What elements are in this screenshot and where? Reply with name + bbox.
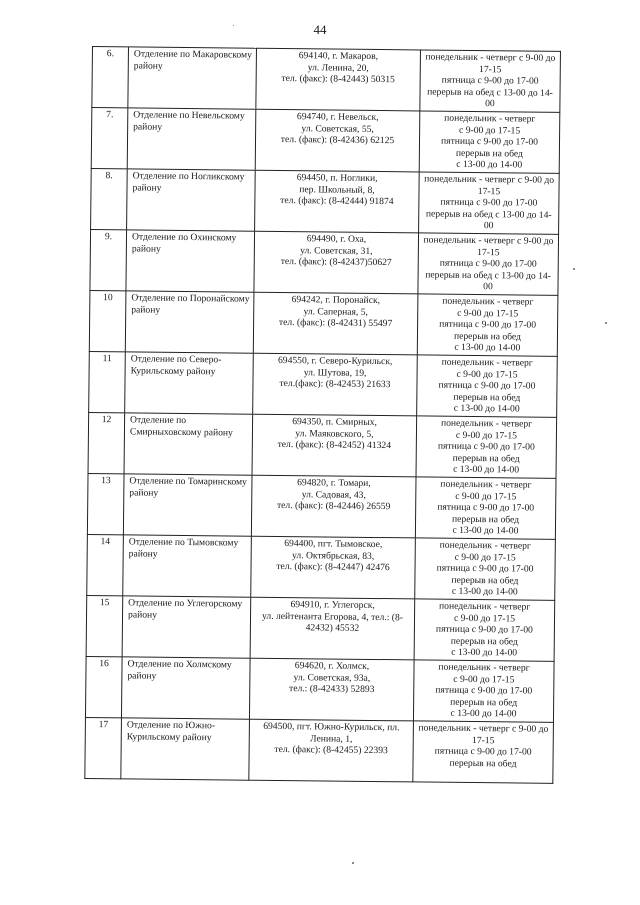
table-row bbox=[88, 412, 557, 478]
offices-table bbox=[84, 46, 561, 784]
office-address: 694620, г. Холмск, ул. Советская, 93а, тел.: (8-42433) 52893 bbox=[249, 658, 414, 721]
office-address: 694450, п. Ноглики, пер. Школьный, 8, тел. (факс): (8-42444) 91874 bbox=[255, 170, 420, 233]
row-number: 17 bbox=[85, 717, 122, 778]
row-number: 14 bbox=[87, 534, 124, 595]
office-hours: понедельник - четверг с 9-00 до 17-15 пятница с 9-00 до 17-00 перерыв на обед с 13-00 до 14-00 bbox=[414, 599, 555, 661]
office-name: Отделение по Ногликскому району bbox=[127, 169, 256, 231]
row-number: 10 bbox=[89, 290, 126, 351]
office-name: Отделение по Северо-Курильскому району bbox=[125, 352, 254, 414]
office-address: 694500, пгт. Южно-Курильск, пл. Ленина, 1, тел. (факс): (8-42455) 22393 bbox=[249, 719, 414, 782]
office-hours: понедельник - четверг с 9-00 до 17-15 пятница с 9-00 до 17-00 перерыв на обед с 13-00 до 14-00 bbox=[419, 172, 560, 234]
office-address: 694400, пгт. Тымовское, ул. Октябрьская, 83, тел. (факс): (8-42447) 42476 bbox=[251, 536, 416, 599]
table-row bbox=[91, 168, 560, 234]
offices-table-body bbox=[85, 47, 561, 784]
office-hours: понедельник - четверг с 9-00 до 17-15 пятница с 9-00 до 17-00 перерыв на обед с 13-00 до 14-00 bbox=[417, 355, 558, 417]
office-hours: понедельник - четверг с 9-00 до 17-15 пятница с 9-00 до 17-00 перерыв на обед с 13-00 до 14-00 bbox=[419, 111, 560, 173]
office-name: Отделение по Томаринскому району bbox=[123, 474, 252, 536]
row-number: 9. bbox=[90, 229, 127, 290]
row-number: 13 bbox=[87, 473, 124, 534]
table-row bbox=[89, 351, 558, 417]
office-hours: понедельник - четверг с 9-00 до 17-15 пятница с 9-00 до 17-00 перерыв на обед bbox=[413, 721, 554, 783]
office-hours: понедельник - четверг с 9-00 до 17-15 пятница с 9-00 до 17-00 перерыв на обед с 13-00 до 14-00 bbox=[416, 416, 557, 478]
row-number: 6. bbox=[92, 47, 129, 108]
office-hours: понедельник - четверг с 9-00 до 17-15 пятница с 9-00 до 17-00 перерыв на обед с 13-00 до 14-00 bbox=[417, 294, 558, 356]
row-number: 12 bbox=[88, 412, 125, 473]
office-name: Отделение по Поронайскому району bbox=[125, 291, 254, 353]
table-row bbox=[90, 229, 559, 295]
table-row bbox=[92, 47, 561, 113]
office-address: 694490, г. Оха, ул. Советская, 31, тел. (факс): (8-42437)50627 bbox=[254, 231, 419, 294]
scan-speck bbox=[605, 322, 607, 324]
office-hours: понедельник - четверг с 9-00 до 17-15 пятница с 9-00 до 17-00 перерыв на обед с 13-00 до 14-00 bbox=[415, 538, 556, 600]
office-name: Отделение по Южно-Курильскому району bbox=[121, 718, 250, 780]
table-row bbox=[86, 595, 555, 661]
office-name: Отделение по Смирныховскому району bbox=[124, 413, 253, 475]
office-name: Отделение по Макаровскому району bbox=[128, 47, 257, 109]
row-number: 7. bbox=[91, 108, 128, 169]
office-address: 694350, п. Смирных, ул. Маяковского, 5, тел. (факс): (8-42452) 41324 bbox=[252, 414, 417, 477]
office-name: Отделение по Углегорскому району bbox=[122, 596, 251, 658]
office-address: 694140, г. Макаров, ул. Ленина, 20, тел. (факс): (8-42443) 50315 bbox=[256, 48, 421, 111]
table-row bbox=[87, 473, 556, 539]
table-row bbox=[85, 717, 554, 783]
office-address: 694820, г. Томари, ул. Садовая, 43, тел. (факс): (8-42446) 26559 bbox=[251, 475, 416, 538]
office-address: 694740, г. Невельск, ул. Советская, 55, тел. (факс): (8-42436) 62125 bbox=[255, 109, 420, 172]
office-hours: понедельник - четверг с 9-00 до 17-15 пятница с 9-00 до 17-00 перерыв на обед с 13-00 до 14-00 bbox=[420, 50, 561, 112]
offices-table-wrapper bbox=[84, 46, 560, 784]
page-number: 44 bbox=[313, 22, 327, 37]
scan-speck bbox=[233, 25, 234, 26]
table-row bbox=[87, 534, 556, 600]
office-name: Отделение по Невельскому району bbox=[127, 108, 256, 170]
table-row bbox=[89, 290, 558, 356]
office-name: Отделение по Охинскому району bbox=[126, 230, 255, 292]
office-name: Отделение по Тымовскому району bbox=[123, 535, 252, 597]
office-hours: понедельник - четверг с 9-00 до 17-15 пятница с 9-00 до 17-00 перерыв на обед с 13-00 до 14-00 bbox=[415, 477, 556, 539]
office-address: 694550, г. Северо-Курильск, ул. Шутова, 19, тел.(факс): (8-42453) 21633 bbox=[253, 353, 418, 416]
table-row bbox=[91, 108, 560, 174]
scan-speck bbox=[352, 862, 354, 864]
office-hours: понедельник - четверг с 9-00 до 17-15 пятница с 9-00 до 17-00 перерыв на обед с 13-00 до 14-00 bbox=[418, 233, 559, 295]
office-address: 694242, г. Поронайск, ул. Саперная, 5, тел. (факс): (8-42431) 55497 bbox=[253, 292, 418, 355]
table-row bbox=[85, 656, 554, 722]
scan-speck bbox=[573, 268, 575, 270]
office-hours: понедельник - четверг с 9-00 до 17-15 пятница с 9-00 до 17-00 перерыв на обед с 13-00 до 14-00 bbox=[413, 660, 554, 722]
row-number: 16 bbox=[85, 656, 122, 717]
office-address: 694910, г. Углегорск, ул. лейтенанта Егорова, 4, тел.: (8-42432) 45532 bbox=[250, 597, 415, 660]
row-number: 8. bbox=[91, 168, 128, 229]
office-name: Отделение по Холмскому району bbox=[121, 657, 250, 719]
row-number: 11 bbox=[89, 351, 126, 412]
row-number: 15 bbox=[86, 595, 123, 656]
